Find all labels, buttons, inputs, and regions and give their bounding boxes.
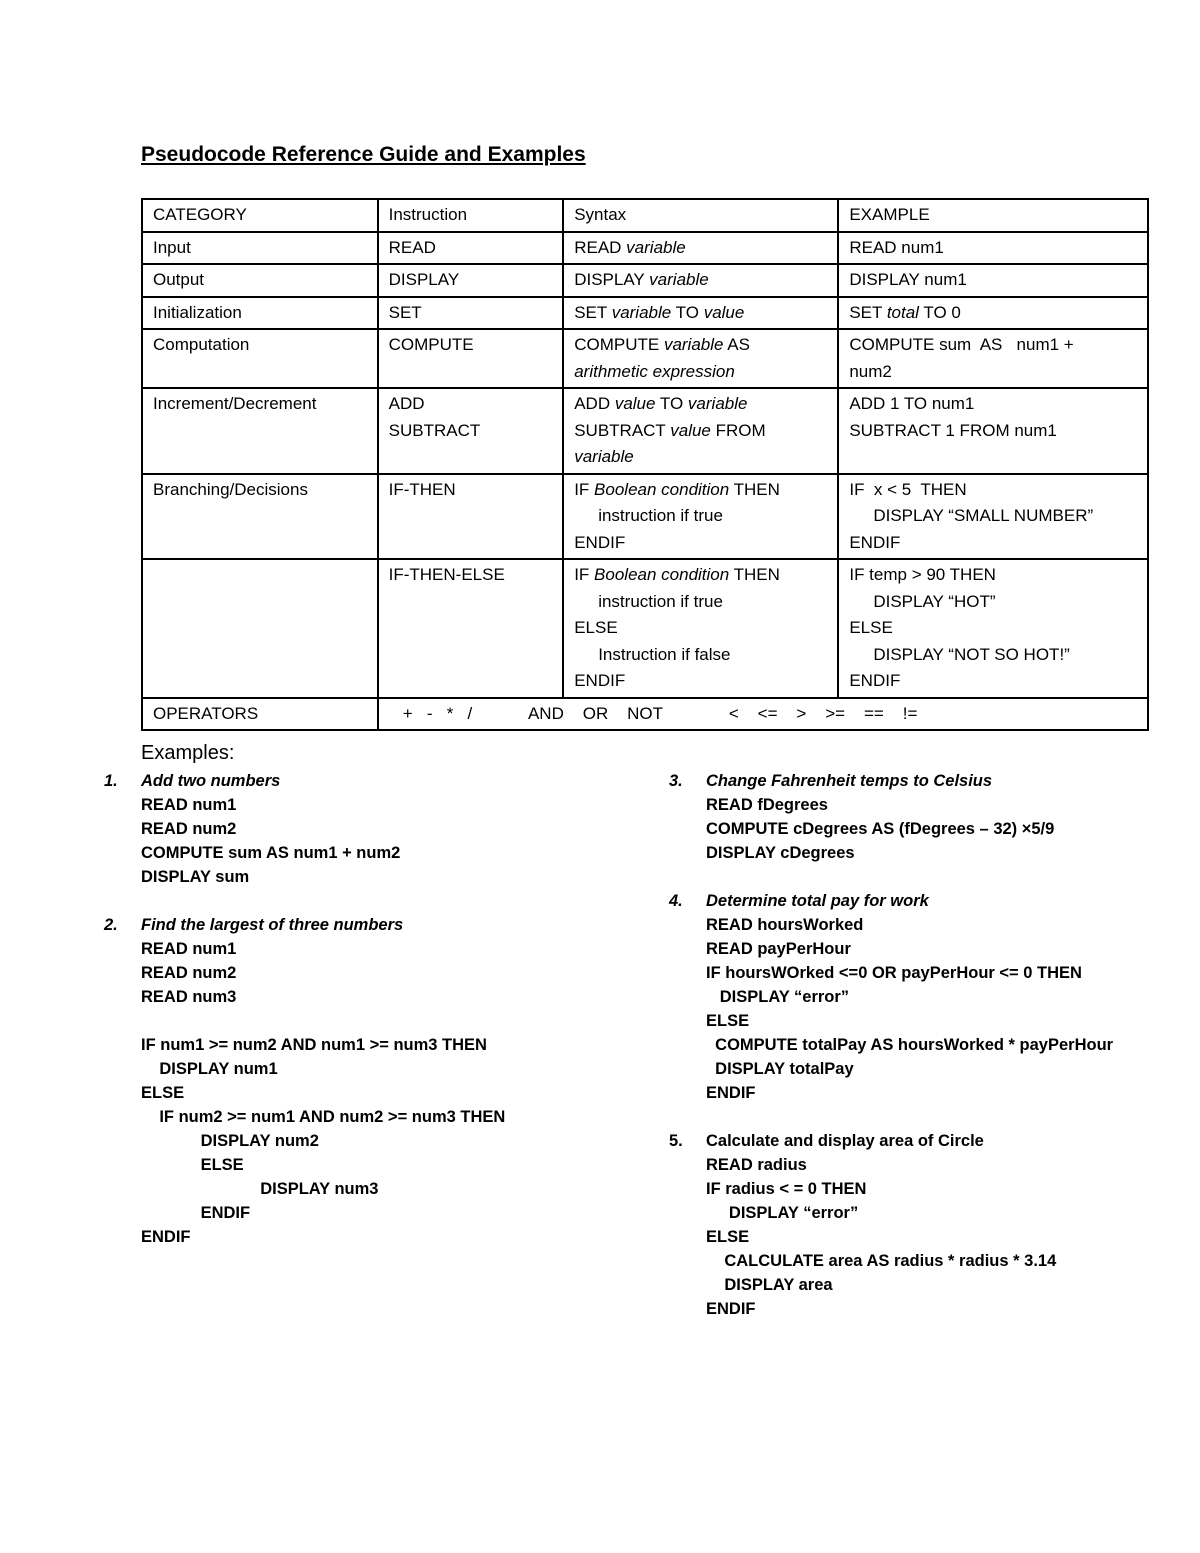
example-cell: IF x < 5 THEN DISPLAY “SMALL NUMBER” ENDIF [838, 474, 1148, 560]
code-line: READ num1 [141, 796, 237, 814]
example-title: Find the largest of three numbers [141, 916, 404, 934]
code-line: READ num2 [141, 820, 237, 838]
code-line: ELSE [706, 1012, 750, 1030]
code-line [141, 1009, 505, 1033]
syntax-cell: COMPUTE variable AS arithmetic expression [563, 329, 838, 388]
code-line: CALCULATE area AS radius * radius * 3.14 [706, 1252, 1057, 1270]
example-title: Change Fahrenheit temps to Celsius [706, 772, 993, 790]
code-line: DISPLAY “error” [706, 1204, 859, 1222]
examples-heading: Examples: [141, 742, 235, 764]
category-cell: OPERATORS [142, 698, 378, 731]
code-line: DISPLAY cDegrees [706, 844, 855, 862]
table-row-initialization [142, 297, 1148, 330]
example-number: 2. [104, 916, 118, 934]
category-cell: Branching/Decisions [142, 474, 378, 560]
code-line: ELSE [141, 1084, 185, 1102]
code-line: COMPUTE cDegrees AS (fDegrees – 32) ×5/9 [706, 820, 1055, 838]
instruction-cell: READ [378, 232, 564, 265]
code-line: ENDIF [141, 1228, 191, 1246]
operators-cell: + - * / AND OR NOT < <= > >= == != [378, 698, 1148, 731]
code-line: READ payPerHour [706, 940, 851, 958]
code-line: IF hoursWOrked <=0 OR payPerHour <= 0 THEN [706, 964, 1082, 982]
code-line: DISPLAY “error” [706, 988, 850, 1006]
syntax-cell: DISPLAY variable [563, 264, 838, 297]
code-line: READ num1 [141, 940, 237, 958]
header-syntax: Syntax [563, 199, 838, 232]
instruction-cell: COMPUTE [378, 329, 564, 388]
code-line: DISPLAY num1 [141, 1060, 278, 1078]
code-line: ELSE [706, 1228, 750, 1246]
syntax-cell: IF Boolean condition THEN instruction if true ELSE Instruction if false ENDIF [563, 559, 838, 698]
category-cell: Computation [142, 329, 378, 388]
example-cell: SET total TO 0 [838, 297, 1148, 330]
header-category: CATEGORY [142, 199, 378, 232]
example-cell: COMPUTE sum AS num1 + num2 [838, 329, 1148, 388]
code-line: READ hoursWorked [706, 916, 864, 934]
page-title: Pseudocode Reference Guide and Examples [141, 143, 586, 166]
instruction-cell: IF-THEN-ELSE [378, 559, 564, 698]
code-line: READ num2 [141, 964, 237, 982]
example-1 [104, 769, 505, 889]
example-title: Calculate and display area of Circle [706, 1132, 984, 1150]
syntax-cell: READ variable [563, 232, 838, 265]
code-line: IF num1 >= num2 AND num1 >= num3 THEN [141, 1036, 487, 1054]
code-line: DISPLAY totalPay [706, 1060, 854, 1078]
syntax-cell: SET variable TO value [563, 297, 838, 330]
example-title: Determine total pay for work [706, 892, 929, 910]
header-example: EXAMPLE [838, 199, 1148, 232]
category-cell [142, 559, 378, 698]
table-row-computation [142, 329, 1148, 388]
example-cell: DISPLAY num1 [838, 264, 1148, 297]
example-number: 3. [669, 772, 683, 790]
instruction-cell: DISPLAY [378, 264, 564, 297]
example-title: Add two numbers [141, 772, 281, 790]
example-2 [104, 913, 506, 1249]
category-cell: Initialization [142, 297, 378, 330]
table-row-operators [142, 698, 1148, 731]
table-row-input [142, 232, 1148, 265]
table-row-increment-decrement [142, 388, 1148, 474]
instruction-cell: ADD SUBTRACT [378, 388, 564, 474]
example-cell: READ num1 [838, 232, 1148, 265]
table-row-if-then [142, 474, 1148, 560]
example-number: 5. [669, 1132, 683, 1150]
code-line: DISPLAY sum [141, 868, 250, 886]
instruction-cell: IF-THEN [378, 474, 564, 560]
example-5 [669, 1129, 1113, 1321]
code-line: ELSE [141, 1156, 244, 1174]
code-line: ENDIF [706, 1084, 756, 1102]
example-number: 4. [669, 892, 683, 910]
examples-left-column [104, 769, 506, 1249]
code-line: DISPLAY num3 [141, 1180, 379, 1198]
code-line: DISPLAY num2 [141, 1132, 319, 1150]
syntax-cell: ADD value TO variable SUBTRACT value FROM variable [563, 388, 838, 474]
example-cell: ADD 1 TO num1 SUBTRACT 1 FROM num1 [838, 388, 1148, 474]
example-cell: IF temp > 90 THEN DISPLAY “HOT” ELSE DISPLAY “NOT SO HOT!” ENDIF [838, 559, 1148, 698]
examples-right-column [669, 769, 1114, 1321]
reference-table [141, 198, 1149, 731]
category-cell: Increment/Decrement [142, 388, 378, 474]
code-line: COMPUTE totalPay AS hoursWorked * payPerHour [706, 1036, 1114, 1054]
code-line: DISPLAY area [706, 1276, 833, 1294]
category-cell: Output [142, 264, 378, 297]
example-3 [669, 769, 1113, 865]
code-line: IF num2 >= num1 AND num2 >= num3 THEN [141, 1108, 506, 1126]
header-instruction: Instruction [378, 199, 564, 232]
code-line: IF radius < = 0 THEN [706, 1180, 867, 1198]
code-line: READ fDegrees [706, 796, 828, 814]
code-line: ENDIF [706, 1300, 756, 1318]
syntax-cell: IF Boolean condition THEN instruction if true ENDIF [563, 474, 838, 560]
code-line: READ radius [706, 1156, 807, 1174]
instruction-cell: SET [378, 297, 564, 330]
code-line: READ num3 [141, 988, 237, 1006]
code-line: COMPUTE sum AS num1 + num2 [141, 844, 401, 862]
example-4 [669, 889, 1114, 1105]
table-row-if-then-else [142, 559, 1148, 698]
example-number: 1. [104, 772, 118, 790]
code-line: ENDIF [141, 1204, 251, 1222]
category-cell: Input [142, 232, 378, 265]
table-header-row [142, 199, 1148, 232]
table-row-output [142, 264, 1148, 297]
